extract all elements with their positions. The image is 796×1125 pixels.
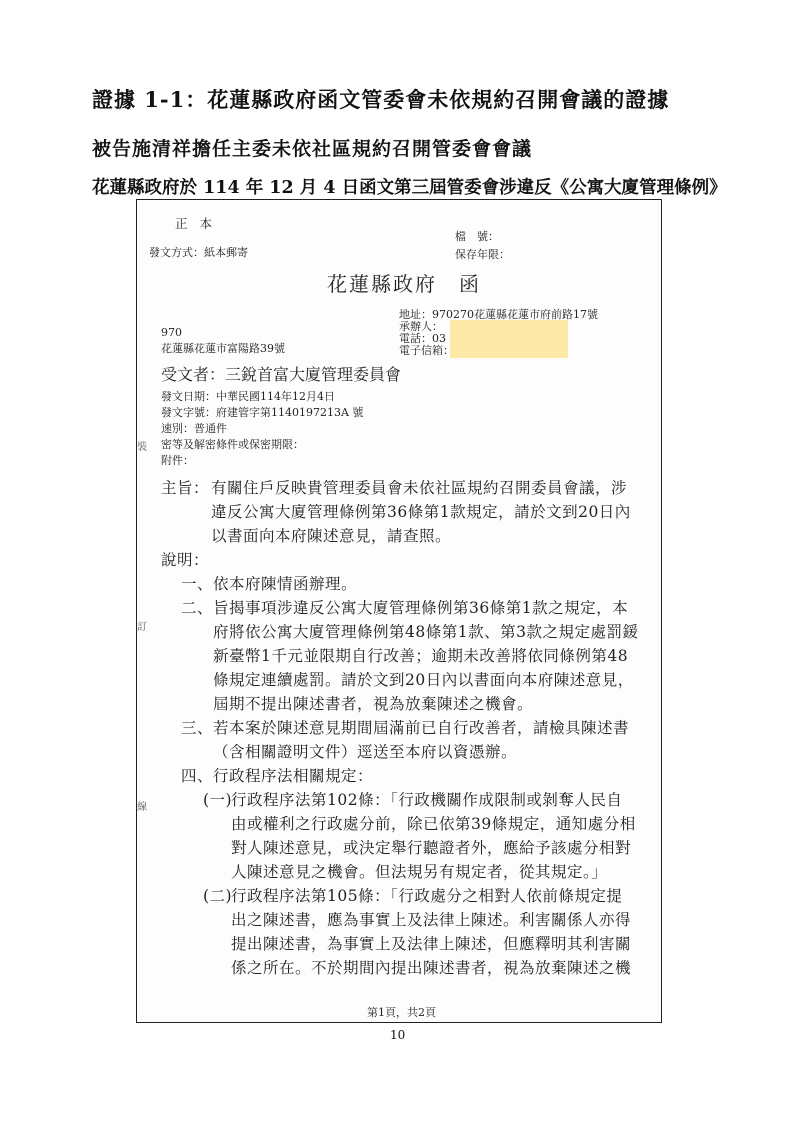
sub-item-line: 行政程序法第102條：「行政機關作成限制或剝奪人民自 bbox=[231, 791, 623, 809]
retention-period: 保存年限： bbox=[455, 248, 510, 261]
document-page-footer: 第1頁，共2頁 bbox=[367, 1006, 436, 1019]
sub-item-line: 對人陳述意見，或決定舉行聽證者外，應給予該處分相對 bbox=[231, 839, 632, 857]
evidence-description: 花蓮縣政府於 114 年 12 月 4 日函文第三屆管委會涉違反《公寓大廈管理條例》 bbox=[92, 178, 727, 198]
item-number: 四、 bbox=[181, 767, 214, 785]
contact-email: 電子信箱： bbox=[399, 344, 454, 357]
issuing-agency-title: 花蓮縣政府 函 bbox=[327, 272, 481, 296]
binding-margin-mark: 線 bbox=[137, 802, 147, 813]
redaction-highlight bbox=[450, 320, 568, 358]
evidence-title: 證據 1-1：花蓮縣政府函文管委會未依規約召開會議的證據 bbox=[92, 87, 670, 112]
sub-item-line: 出之陳述書，應為事實上及法律上陳述。利害關係人亦得 bbox=[231, 911, 632, 929]
attachments: 附件： bbox=[161, 454, 194, 467]
binding-margin-mark: 裝 bbox=[137, 442, 147, 453]
secrecy-level: 密等及解密條件或保密期限： bbox=[161, 438, 304, 451]
explanation-item-line: 若本案於陳述意見期間屆滿前已自行改善者，請檢具陳述書 bbox=[213, 719, 630, 737]
sub-item-number: (二) bbox=[203, 887, 233, 905]
document-number: 發文字號：府建管字第1140197213A 號 bbox=[161, 406, 364, 419]
sub-item-number: (一) bbox=[203, 791, 233, 809]
recipient: 受文者：三銳首富大廈管理委員會 bbox=[161, 365, 402, 384]
subject-line: 以書面向本府陳述意見，請查照。 bbox=[211, 527, 452, 545]
sub-item-line: 人陳述意見之機會。但法規另有規定者，從其規定。」 bbox=[231, 863, 608, 881]
recipient-zip: 970 bbox=[161, 326, 182, 339]
subject-label: 主旨： bbox=[161, 479, 210, 497]
contact-person: 承辦人： bbox=[399, 320, 443, 333]
sub-item-line: 由或權利之行政處分前，除已依第39條規定，通知處分相 bbox=[231, 815, 636, 833]
explanation-item-line: （含相關證明文件）逕送至本府以資憑辦。 bbox=[213, 743, 518, 761]
explanation-item-line: 旨揭事項涉違反公寓大廈管理條例第36條第1款之規定，本 bbox=[213, 599, 629, 617]
issue-date: 發文日期：中華民國114年12月4日 bbox=[161, 390, 335, 403]
explanation-item-line: 新臺幣1千元並限期自行改善；逾期未改善將依同條例第48 bbox=[213, 647, 629, 665]
item-number: 三、 bbox=[181, 719, 214, 737]
binding-margin-mark: 訂 bbox=[137, 622, 147, 633]
scanned-document bbox=[136, 199, 662, 1023]
send-method: 發文方式：紙本郵寄 bbox=[149, 246, 248, 259]
subject-line: 有關住戶反映貴管理委員會未依社區規約召開委員會議，涉 bbox=[211, 479, 628, 497]
sub-item-line: 係之所在。不於期間內提出陳述書者，視為放棄陳述之機 bbox=[231, 959, 632, 977]
agency-address: 地址：970270花蓮縣花蓮市府前路17號 bbox=[399, 308, 598, 321]
archive-number: 檔 號： bbox=[455, 230, 499, 243]
explanation-item: 行政程序法相關規定： bbox=[213, 767, 374, 785]
subject-line: 違反公寓大廈管理條例第36條第1款規定，請於文到20日內 bbox=[211, 503, 631, 521]
item-number: 二、 bbox=[181, 599, 214, 617]
evidence-subtitle: 被告施清祥擔任主委未依社區規約召開管委會會議 bbox=[92, 138, 533, 160]
explanation-item-line: 屆期不提出陳述書者，視為放棄陳述之機會。 bbox=[213, 695, 534, 713]
explanation-label: 說明： bbox=[161, 551, 210, 569]
original-copy-stamp: 正 本 bbox=[175, 216, 216, 231]
contact-phone: 電話：03 bbox=[399, 332, 446, 345]
sub-item-line: 提出陳述書，為事實上及法律上陳述，但應釋明其利害關 bbox=[231, 935, 632, 953]
recipient-address: 花蓮縣花蓮市富陽路39號 bbox=[161, 342, 285, 355]
item-number: 一、 bbox=[181, 575, 214, 593]
explanation-item-line: 府將依公寓大廈管理條例第48條第1款、第3款之規定處罰鍰 bbox=[213, 623, 639, 641]
sub-item-line: 行政程序法第105條：「行政處分之相對人依前條規定提 bbox=[231, 887, 623, 905]
delivery-speed: 速別：普通件 bbox=[161, 422, 227, 435]
explanation-item-line: 條規定連續處罰。請於文到20日內以書面向本府陳述意見， bbox=[213, 671, 634, 689]
page-number: 10 bbox=[390, 1028, 406, 1042]
explanation-item: 依本府陳情函辦理。 bbox=[213, 575, 358, 593]
